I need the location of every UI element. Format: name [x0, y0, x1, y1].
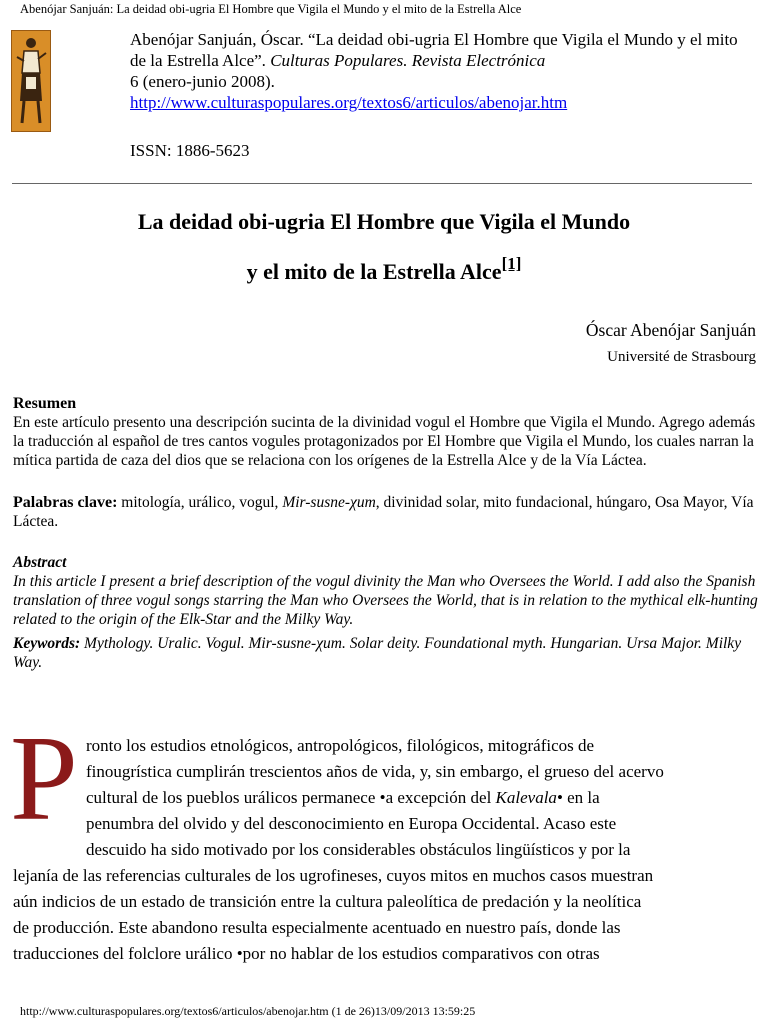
abstract-keywords-text: Mythology. Uralic. Vogul. Mir-susne-χum. Solar deity. Foundational myth. Hungarian. Ursa Major. Milky Way. [13, 635, 742, 671]
citation-issue: 6 (enero-junio 2008). [130, 72, 275, 91]
citation-block [130, 29, 755, 113]
running-header: Abenójar Sanjuán: La deidad obi-ugria El Hombre que Vigila el Mundo y el mito de la Estrella Alce [20, 2, 522, 16]
body-line: finougrística cumplirán trescientos años de vida, y, sin embargo, el grueso del acervo [86, 762, 664, 781]
body-line: descuido ha sido motivado por los considerables obstáculos lingüísticos y por la [86, 840, 631, 859]
body-line [86, 785, 600, 811]
keywords-label: Palabras clave: [13, 494, 118, 511]
body-line: penumbra del olvido y del desconocimiento en Europa Occidental. Acaso este [86, 814, 617, 833]
resumen-text: En este artículo presento una descripción sucinta de la divinidad vogul el Hombre que Vigila el Mundo. Agrego además la traducción al español de tres cantos vogules protagonizados por El Hombre que Vigila el Mundo, los cuales narran la mítica partida de caza del dios que se relaciona con los orígenes de la Estrella Alce y de la Vía Láctea. [13, 414, 756, 469]
abstract-heading: Abstract [13, 554, 67, 571]
resumen-keywords [13, 493, 758, 531]
body-line: de producción. Este abandono resulta especialmente acentuado en nuestro país, donde las [13, 918, 621, 937]
citation-url-link[interactable]: http://www.culturaspopulares.org/textos6/articulos/abenojar.htm [130, 93, 568, 112]
drop-cap: P [10, 711, 78, 846]
article-title-line2 [0, 250, 768, 286]
issn: ISSN: 1886-5623 [130, 141, 250, 160]
article-title-line1: La deidad obi-ugria El Hombre que Vigila el Mundo [137, 209, 631, 234]
body-line: aún indicios de un estado de transición entre la cultura paleolítica de predación y la neolítica [13, 892, 642, 911]
body-line: traducciones del folclore urálico •por no hablar de los estudios comparativos con otras [13, 944, 600, 963]
body-italic-term: Kalevala [495, 788, 557, 807]
keywords-term: Mir-susne-χum [282, 494, 376, 511]
citation-journal: Culturas Populares. Revista Electrónica [270, 51, 546, 70]
abstract-text: In this article I present a brief description of the vogul divinity the Man who Oversees the World. I add also the Spanish translation of three vogul songs starring the Man who Oversees the World, that is in relation to the mythical elk-hunting related to the origin of the Elk-Star and the Milky Way. [13, 573, 758, 628]
divider [12, 183, 752, 184]
body-text: cultural de los pueblos urálicos permanece •a excepción del [86, 788, 496, 807]
citation-authors-title: Abenójar Sanjuán, Óscar. “La deidad obi-ugria El Hombre que Vigila el Mundo y el mito de la Estrella Alce”. [130, 30, 738, 70]
resumen-heading: Resumen [13, 395, 77, 412]
keywords-part-a: mitología, urálico, vogul, [121, 494, 279, 511]
body-line: ronto los estudios etnológicos, antropológicos, filológicos, mitográficos de [86, 736, 595, 755]
footnote-link[interactable]: [1] [501, 254, 522, 273]
page-footer: http://www.culturaspopulares.org/textos6/articulos/abenojar.htm (1 de 26)13/09/2013 13:59:25 [20, 1004, 476, 1018]
body-line: lejanía de las referencias culturales de los ugrofineses, cuyos mitos en muchos casos muestran [13, 866, 654, 885]
author-name: Óscar Abenójar Sanjuán [585, 320, 756, 340]
author-affiliation: Université de Strasbourg [607, 349, 756, 365]
keywords-part-b: , divinidad solar, mito fundacional, húngaro, Osa Mayor, Vía Láctea. [13, 494, 754, 530]
abstract-keywords-label: Keywords: [13, 635, 81, 652]
journal-logo-icon [11, 30, 51, 132]
article-title-text: y el mito de la Estrella Alce [246, 259, 502, 284]
abstract-keywords [13, 634, 758, 672]
body-text: • en la [556, 788, 600, 807]
